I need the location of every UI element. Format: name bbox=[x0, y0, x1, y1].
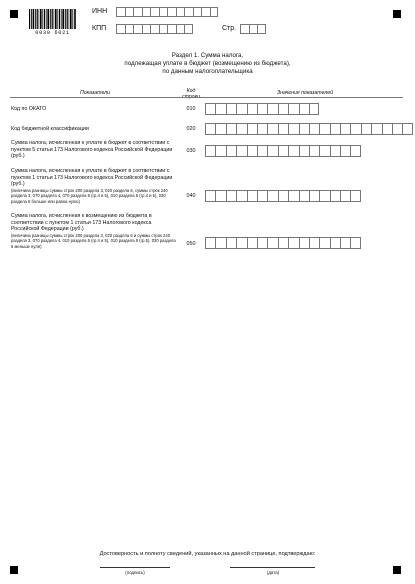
column-header-values: Значения показателей bbox=[276, 90, 334, 96]
confirmation-statement: Достоверность и полноту сведений, указанных на данной странице, подтверждаю: bbox=[99, 551, 316, 557]
corner-marker-top-right bbox=[393, 10, 401, 18]
page-number-field[interactable] bbox=[240, 24, 266, 34]
header-divider bbox=[10, 97, 403, 98]
row-label-text: Код по ОКАТО bbox=[11, 106, 47, 112]
corner-marker-bottom-left bbox=[10, 566, 18, 574]
row-code-040: 040 bbox=[186, 193, 196, 199]
kbk-code-field[interactable] bbox=[205, 123, 413, 135]
corner-marker-top-left bbox=[10, 10, 18, 18]
row-note-050: (величина разницы суммы строк 200 раздела 3, 020 раздела 6 и суммы строк 240 раздела 3, 070 раздела 4, 010 раздела 5 (гр.4 и 5), 010 раздела 5 (гр.5), 030 раздела 6 меньше нуля) bbox=[11, 232, 176, 249]
row-code-030: 030 bbox=[186, 148, 196, 154]
section-title-line: по данным налогоплательщика bbox=[162, 68, 253, 76]
barcode-number: 0030 6021 bbox=[35, 30, 70, 36]
signature-line[interactable] bbox=[100, 567, 170, 568]
row-label-020 bbox=[11, 126, 176, 133]
row-label-text: Сумма налога, исчисленная к уплате в бюджет в соответствии с пунктом 5 статьи 173 Налогового кодекса Российской Федерации (руб.) bbox=[11, 140, 173, 160]
row-label-text: Сумма налога, исчисленная к уплате в бюджет в соответствии с пунктом 1 статьи 173 Налогового кодекса Российской Федерации (руб.) bbox=[11, 168, 173, 188]
section-title-line: подлежащая уплате в бюджет (возмещению из бюджета), bbox=[124, 60, 291, 68]
row-code-050: 050 bbox=[186, 241, 196, 247]
row-code-020: 020 bbox=[186, 126, 196, 132]
row-label-040 bbox=[11, 168, 176, 204]
row-label-030 bbox=[11, 140, 176, 160]
page-number-label: Стр. bbox=[222, 25, 237, 32]
section-title bbox=[100, 52, 315, 77]
signature-caption: (подпись) bbox=[125, 570, 145, 575]
date-line[interactable] bbox=[230, 567, 315, 568]
column-header-line-code: Код строки bbox=[182, 88, 200, 100]
tax-amount-050-field[interactable] bbox=[205, 237, 361, 249]
row-label-050 bbox=[11, 213, 176, 249]
barcode-icon bbox=[29, 9, 76, 29]
row-label-text: Код бюджетной классификации bbox=[11, 126, 89, 132]
column-header-indicators: Показатели bbox=[80, 90, 110, 96]
row-note-040: (величина разницы суммы строк 200 раздела 3, 020 раздела 6, суммы строк 240 раздела 3, 070 раздела 4, 070 раздела 5 (гр.4 и 5), 010 раздела 5 (гр.4 и 5), 030 раздела 6 больше или равна нулю) bbox=[11, 187, 168, 204]
section-title-line: Раздел 1. Сумма налога, bbox=[171, 52, 244, 59]
corner-marker-bottom-right bbox=[393, 566, 401, 574]
okato-code-field[interactable] bbox=[205, 103, 319, 115]
kpp-field[interactable] bbox=[116, 24, 193, 34]
row-code-010: 010 bbox=[186, 106, 196, 112]
kpp-label: КПП bbox=[92, 25, 107, 32]
date-caption: (дата) bbox=[266, 570, 280, 575]
row-label-text: Сумма налога, исчисленная к возмещению из бюджета в соответствии с пунктом 1 статьи 173 Налогового кодекса Российской Федерации (руб.) bbox=[11, 213, 152, 233]
tax-amount-030-field[interactable] bbox=[205, 145, 361, 157]
row-label-010 bbox=[11, 106, 176, 113]
inn-label: ИНН bbox=[92, 8, 108, 15]
tax-amount-040-field[interactable] bbox=[205, 190, 361, 202]
inn-field[interactable] bbox=[116, 7, 218, 17]
